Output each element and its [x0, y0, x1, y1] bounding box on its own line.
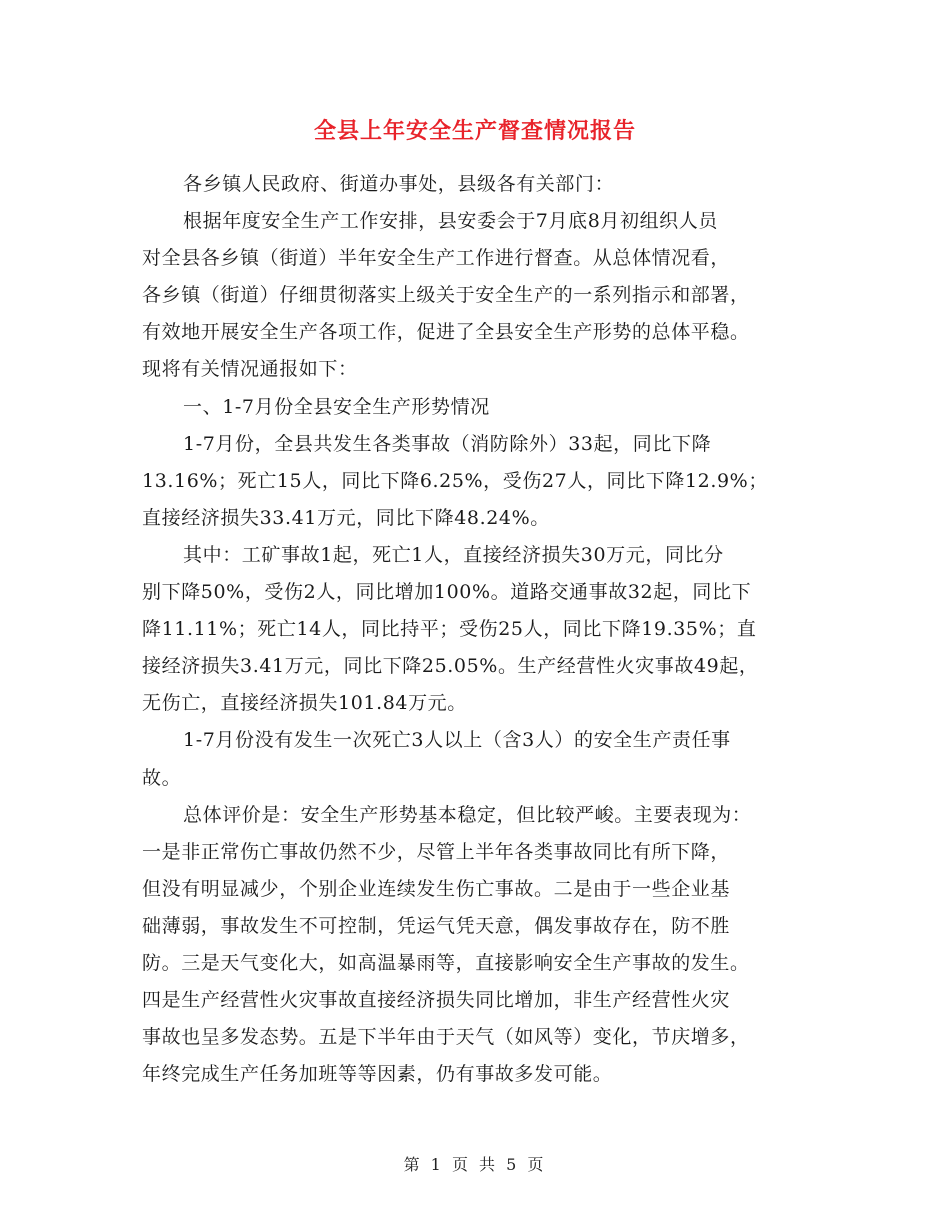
document-title: 全县上年安全生产督查情况报告	[313, 119, 636, 144]
paragraph-line: 降11.11%；死亡14人，同比持平；受伤25人，同比下降19.35%；直	[142, 618, 757, 641]
paragraph-line: 年终完成生产任务加班等等因素，仍有事故多发可能。	[142, 1063, 613, 1086]
paragraph-line: 其中：工矿事故1起，死亡1人，直接经济损失30万元，同比分	[183, 543, 724, 566]
page-number-footer: 第 1 页 共 5 页	[403, 1155, 547, 1174]
paragraph-line: 故。	[142, 766, 182, 789]
paragraph-line: 根据年度安全生产工作安排，县安委会于7月底8月初组织人员	[183, 210, 718, 233]
paragraph-line: 事故也呈多发态势。五是下半年由于天气（如风等）变化，节庆增多，	[142, 1026, 750, 1049]
paragraph-line: 但没有明显减少，个别企业连续发生伤亡事故。二是由于一些企业基	[142, 877, 731, 900]
paragraph-line: 无伤亡，直接经济损失101.84万元。	[142, 692, 467, 715]
salutation-line: 各乡镇人民政府、街道办事处，县级各有关部门：	[183, 173, 615, 195]
paragraph-line: 1-7月份，全县共发生各类事故（消防除外）33起，同比下降	[183, 432, 712, 455]
paragraph-line: 防。三是天气变化大，如高温暴雨等，直接影响安全生产事故的发生。	[142, 951, 750, 974]
paragraph-line: 对全县各乡镇（街道）半年安全生产工作进行督查。从总体情况看，	[142, 247, 731, 270]
paragraph-line: 现将有关情况通报如下：	[142, 358, 358, 381]
paragraph-line: 1-7月份没有发生一次死亡3人以上（含3人）的安全生产责任事	[183, 729, 731, 752]
paragraph-line: 有效地开展安全生产各项工作，促进了全县安全生产形势的总体平稳。	[142, 321, 750, 344]
paragraph-line: 总体评价是：安全生产形势基本稳定，但比较严峻。主要表现为：	[183, 803, 752, 826]
section-heading: 一、1-7月份全县安全生产形势情况	[183, 395, 490, 418]
paragraph-line: 四是生产经营性火灾事故直接经济损失同比增加，非生产经营性火灾	[142, 989, 731, 1012]
paragraph-line: 础薄弱，事故发生不可控制，凭运气凭天意，偶发事故存在，防不胜	[142, 914, 731, 937]
document-body	[142, 166, 810, 1093]
paragraph-line: 直接经济损失33.41万元，同比下降48.24%。	[142, 506, 550, 529]
paragraph-line: 一是非正常伤亡事故仍然不少，尽管上半年各类事故同比有所下降，	[142, 840, 731, 863]
paragraph-line: 各乡镇（街道）仔细贯彻落实上级关于安全生产的一系列指示和部署，	[142, 284, 750, 307]
paragraph-line: 接经济损失3.41万元，同比下降25.05%。生产经营性火灾事故49起，	[142, 655, 759, 678]
paragraph-line: 13.16%；死亡15人，同比下降6.25%，受伤27人，同比下降12.9%；	[142, 469, 768, 492]
paragraph-line: 别下降50%，受伤2人，同比增加100%。道路交通事故32起，同比下	[142, 581, 752, 604]
